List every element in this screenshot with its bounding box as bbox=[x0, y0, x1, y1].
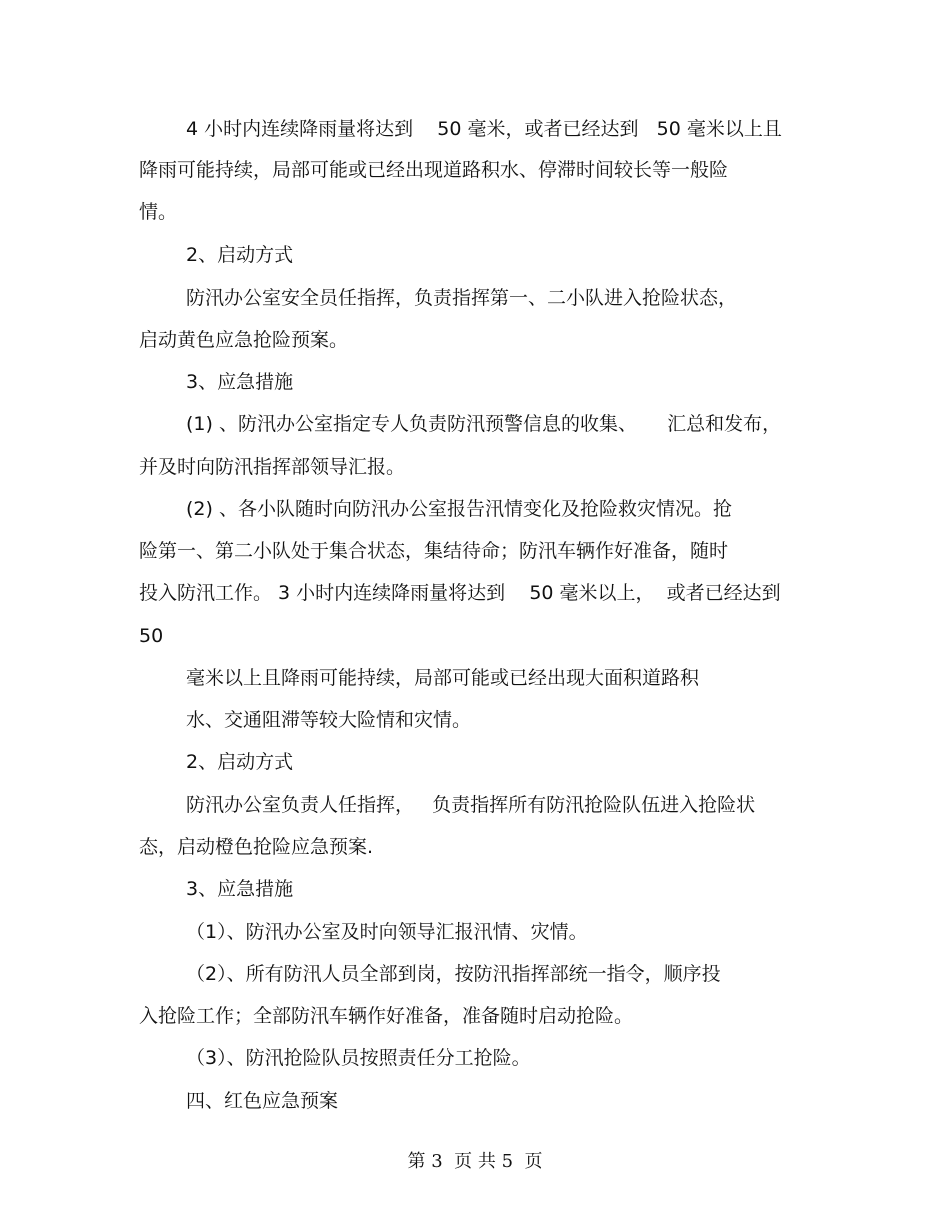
paragraph-line: 防汛办公室负责人任指挥， 负责指挥所有防汛抢险队伍进入抢险状 bbox=[186, 794, 756, 816]
paragraph-line: 投入防汛工作。 3 小时内连续降雨量将达到 50 毫米以上， 或者已经达到 bbox=[139, 582, 781, 604]
paragraph-line: 降雨可能持续，局部可能或已经出现道路积水、停滞时间较长等一般险 bbox=[139, 159, 729, 181]
page-footer: 第 3 页 共 5 页 bbox=[407, 1151, 543, 1172]
paragraph-line: 并及时向防汛指挥部领导汇报。 bbox=[139, 456, 406, 478]
paragraph-line: 险第一、第二小队处于集合状态，集结待命；防汛车辆作好准备，随时 bbox=[139, 540, 729, 562]
list-item: （2）、所有防汛人员全部到岗，按防汛指挥部统一指令，顺序投 bbox=[186, 963, 721, 985]
paragraph-line: 毫米以上且降雨可能持续，局部可能或已经出现大面积道路积 bbox=[186, 667, 700, 689]
paragraph-line: 态，启动橙色抢险应急预案. bbox=[139, 836, 374, 858]
section-heading: 2、启动方式 bbox=[186, 751, 294, 773]
section-heading: 四、红色应急预案 bbox=[186, 1090, 339, 1112]
section-heading: 3、应急措施 bbox=[186, 878, 294, 900]
paragraph-line: 情。 bbox=[139, 201, 178, 223]
section-heading: 2、启动方式 bbox=[186, 244, 294, 266]
list-item: （3）、防汛抢险队员按照责任分工抢险。 bbox=[186, 1047, 531, 1069]
paragraph-line: (2) 、各小队随时向防汛办公室报告汛情变化及抢险救灾情况。抢 bbox=[186, 498, 732, 520]
paragraph-line: 入抢险工作；全部防汛车辆作好准备，准备随时启动抢险。 bbox=[139, 1005, 634, 1027]
paragraph-line: 50 bbox=[139, 625, 164, 647]
paragraph-line: 防汛办公室安全员任指挥，负责指挥第一、二小队进入抢险状态， bbox=[186, 287, 738, 309]
paragraph-line: 启动黄色应急抢险预案。 bbox=[139, 329, 349, 351]
paragraph-line: (1) 、防汛办公室指定专人负责防汛预警信息的收集、 汇总和发布， bbox=[186, 413, 782, 435]
list-item: （1）、防汛办公室及时向领导汇报汛情、灾情。 bbox=[186, 921, 588, 943]
section-heading: 3、应急措施 bbox=[186, 371, 294, 393]
paragraph-line: 水、交通阻滞等较大险情和灾情。 bbox=[186, 709, 472, 731]
paragraph-line: 4 小时内连续降雨量将达到 50 毫米，或者已经达到 50 毫米以上且 bbox=[186, 118, 782, 140]
